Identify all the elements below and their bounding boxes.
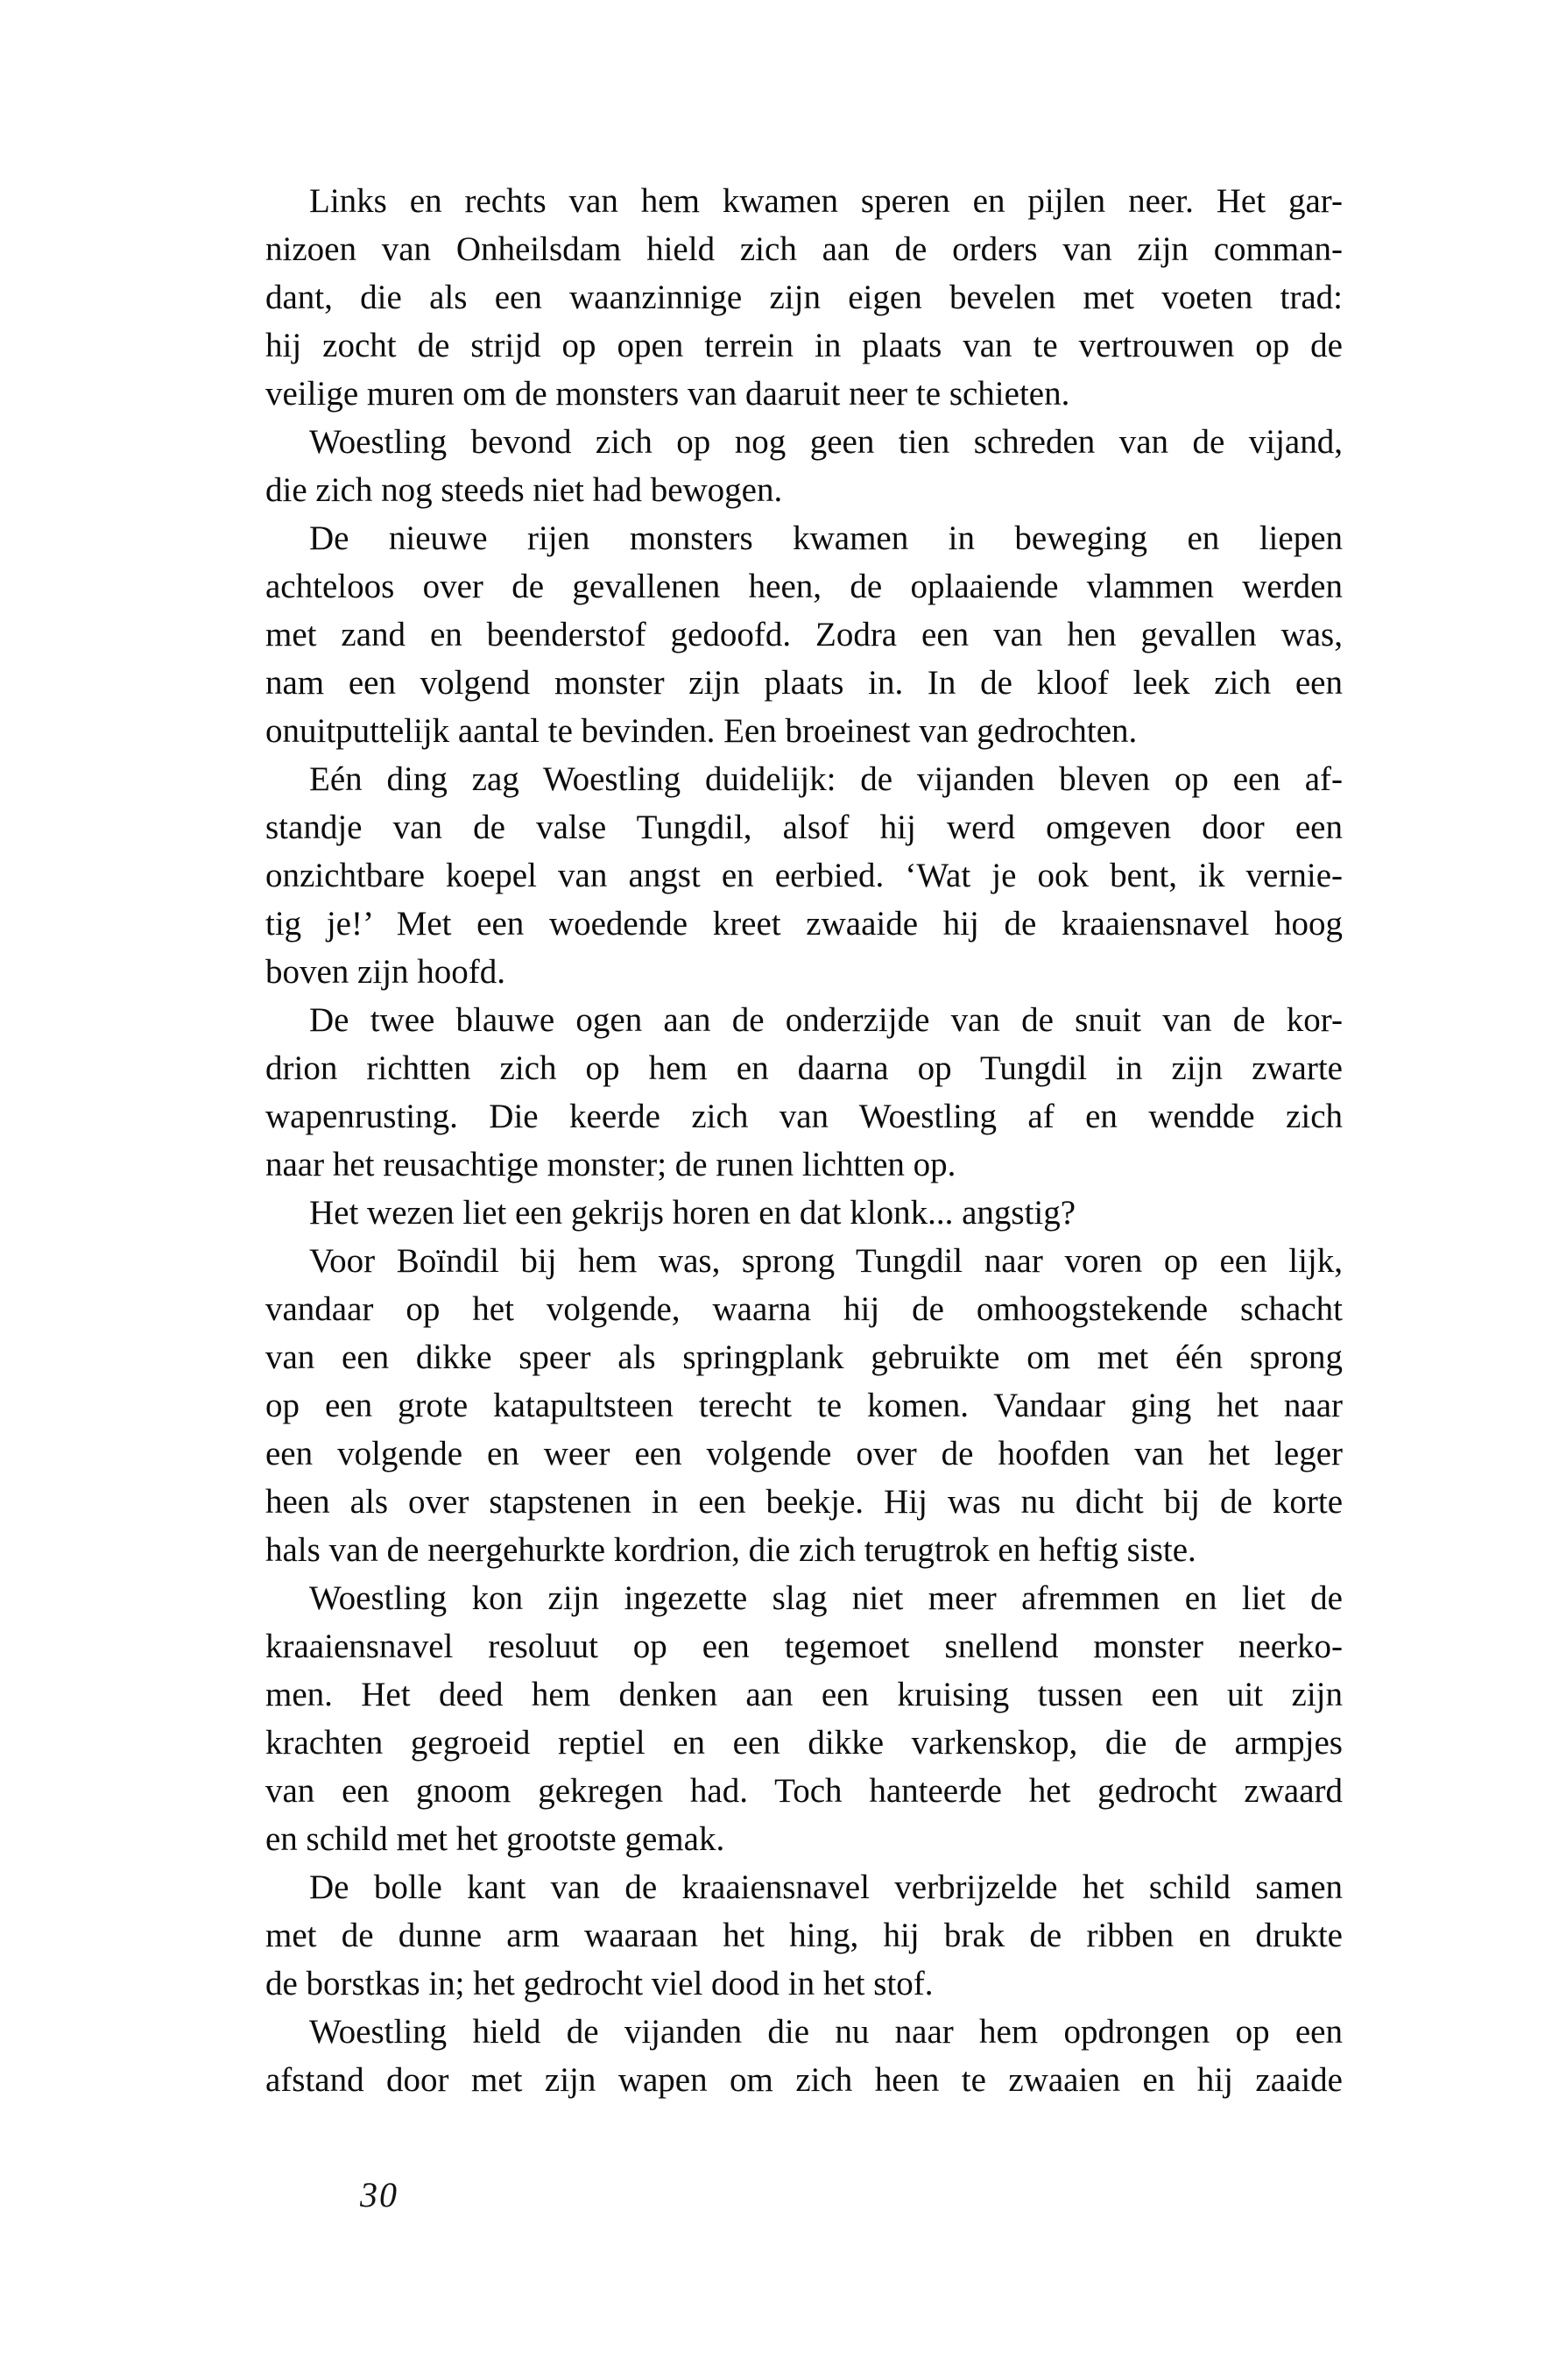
text-line: dant, die als een waanzinnige zijn eigen bevelen met voeten trad: <box>265 279 1343 316</box>
paragraph <box>265 1189 1343 1237</box>
text-line: Woestling kon zijn ingezette slag niet meer afremmen en liet de <box>309 1579 1343 1617</box>
paragraph <box>265 177 1343 418</box>
text-line: van een gnoom gekregen had. Toch hanteerde het gedrocht zwaard <box>265 1772 1343 1810</box>
text-line: onzichtbare koepel van angst en eerbied. ‘Wat je ook bent, ik vernie- <box>265 857 1343 894</box>
text-line: boven zijn hoofd. <box>265 953 506 991</box>
text-line: Woestling hield de vijanden die nu naar hem opdrongen op een <box>309 2013 1343 2051</box>
text-line: Woestling bevond zich op nog geen tien schreden van de vijand, <box>309 423 1343 461</box>
paragraph <box>265 418 1343 514</box>
paragraph <box>265 2008 1343 2104</box>
text-line: kraaiensnavel resoluut op een tegemoet snellend monster neerko- <box>265 1628 1343 1665</box>
text-line: heen als over stapstenen in een beekje. Hij was nu dicht bij de korte <box>265 1483 1343 1521</box>
paragraph <box>265 514 1343 755</box>
text-line: op een grote katapultsteen terecht te komen. Vandaar ging het naar <box>265 1387 1343 1424</box>
text-line: vandaar op het volgende, waarna hij de omhoogstekende schacht <box>265 1290 1343 1328</box>
paragraph <box>265 1863 1343 2008</box>
text-line: De twee blauwe ogen aan de onderzijde van de snuit van de kor- <box>309 1001 1343 1039</box>
text-line: Eén ding zag Woestling duidelijk: de vijanden bleven op een af- <box>309 760 1343 798</box>
text-line: standje van de valse Tungdil, alsof hij werd omgeven door een <box>265 809 1343 846</box>
paragraph <box>265 755 1343 996</box>
text-line: De bolle kant van de kraaiensnavel verbrijzelde het schild samen <box>309 1868 1343 1906</box>
text-line: nizoen van Onheilsdam hield zich aan de orders van zijn comman- <box>265 230 1343 268</box>
text-line: hij zocht de strijd op open terrein in plaats van te vertrouwen op de <box>265 327 1343 364</box>
text-line: de borstkas in; het gedrocht viel dood in het stof. <box>265 1965 934 2002</box>
paragraph <box>265 1574 1343 1863</box>
text-line: drion richtten zich op hem en daarna op Tungdil in zijn zwarte <box>265 1049 1343 1087</box>
text-line: naar het reusachtige monster; de runen lichtten op. <box>265 1146 956 1183</box>
text-line: die zich nog steeds niet had bewogen. <box>265 471 783 509</box>
paragraph <box>265 1237 1343 1574</box>
text-line: een volgende en weer een volgende over de hoofden van het leger <box>265 1435 1343 1472</box>
paragraph <box>265 996 1343 1189</box>
text-line: De nieuwe rijen monsters kwamen in beweging en liepen <box>309 519 1343 557</box>
text-line: tig je!’ Met een woedende kreet zwaaide hij de kraaiensnavel hoog <box>265 905 1343 943</box>
text-line: Voor Boïndil bij hem was, sprong Tungdil naar voren op een lijk, <box>309 1242 1343 1280</box>
text-block <box>265 177 1343 2104</box>
text-line: achteloos over de gevallenen heen, de oplaaiende vlammen werden <box>265 568 1343 605</box>
text-line: afstand door met zijn wapen om zich heen te zwaaien en hij zaaide <box>265 2061 1343 2099</box>
text-line: men. Het deed hem denken aan een kruising tussen een uit zijn <box>265 1676 1343 1713</box>
text-line: krachten gegroeid reptiel en een dikke varkenskop, die de armpjes <box>265 1724 1343 1762</box>
page-number: 30 <box>360 2175 399 2214</box>
text-line: onuitputtelijk aantal te bevinden. Een broeinest van gedrochten. <box>265 712 1138 750</box>
text-line: met de dunne arm waaraan het hing, hij brak de ribben en drukte <box>265 1917 1343 1954</box>
text-line: wapenrusting. Die keerde zich van Woestling af en wendde zich <box>265 1098 1343 1135</box>
text-line: en schild met het grootste gemak. <box>265 1820 725 1858</box>
text-line: hals van de neergehurkte kordrion, die zich terugtrok en heftig siste. <box>265 1531 1196 1569</box>
text-line: veilige muren om de monsters van daaruit neer te schieten. <box>265 375 1070 413</box>
text-line: met zand en beenderstof gedoofd. Zodra een van hen gevallen was, <box>265 616 1343 653</box>
text-line: nam een volgend monster zijn plaats in. In de kloof leek zich een <box>265 664 1343 702</box>
text-line: Links en rechts van hem kwamen speren en pijlen neer. Het gar- <box>309 182 1343 220</box>
text-line: Het wezen liet een gekrijs horen en dat klonk... angstig? <box>309 1194 1076 1232</box>
text-line: van een dikke speer als springplank gebruikte om met één sprong <box>265 1338 1343 1376</box>
